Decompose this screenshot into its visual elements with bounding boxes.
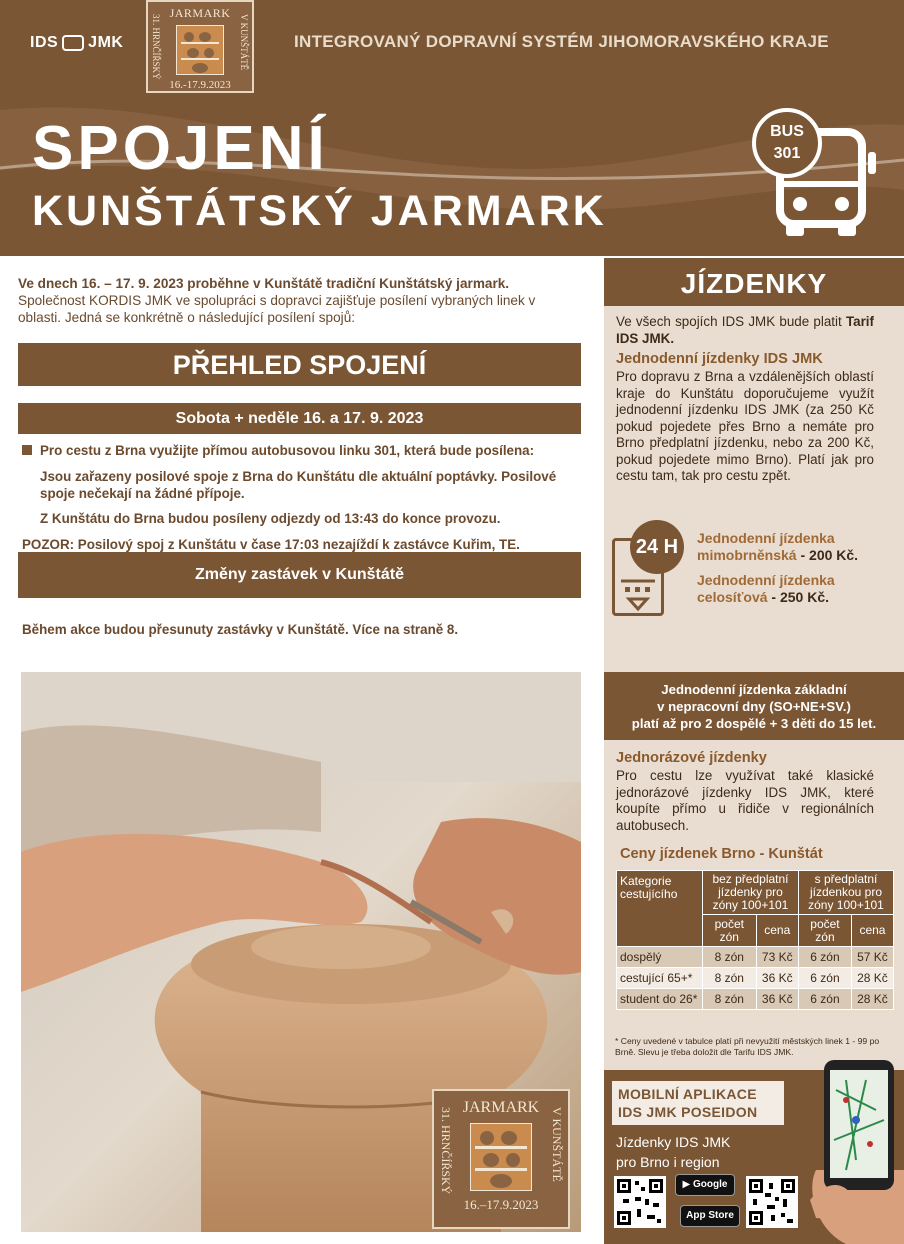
offer-celositova bbox=[697, 572, 897, 606]
table-sub-zones-2: počet zón bbox=[798, 915, 851, 947]
table-cell-zones: 6 zón bbox=[798, 968, 851, 989]
table-cell-price: 28 Kč bbox=[851, 989, 893, 1010]
page-title-line2: KUNŠTÁTSKÝ JARMARK bbox=[32, 187, 607, 235]
offer2-name-b: celosíťová bbox=[697, 589, 768, 605]
intro-bold: Ve dnech 16. – 17. 9. 2023 proběhne v Kunštátě tradiční Kunštátský jarmark. bbox=[18, 276, 510, 291]
price-table bbox=[616, 870, 894, 1010]
day-ticket-text: Pro dopravu z Brna a vzdálenějších oblastí kraje do Kunštátu doporučujeme využít jednodenní jízdenku IDS JMK (za 250 Kč pokud pojedete přes Brno a nemáte pro Brno předplatní jízdenku, nebo za 200 Kč, pokud pojedete mimo Brno). Platí jak pro cestu tam, tak pro cestu zpět. bbox=[616, 369, 874, 483]
table-cell-category: cestující 65+* bbox=[617, 968, 703, 989]
intro-text bbox=[18, 275, 578, 326]
bus-label: BUS bbox=[770, 123, 804, 140]
day-ticket-heading: Jednodenní jízdenky IDS JMK bbox=[616, 351, 823, 367]
table-row bbox=[617, 947, 894, 968]
app-title bbox=[612, 1081, 784, 1125]
table-sub-zones-1: počet zón bbox=[703, 915, 757, 947]
price-table-heading: Ceny jízdenek Brno - Kunštát bbox=[620, 846, 823, 862]
table-header-with: s předplatní jízdenkou pro zóny 100+101 bbox=[798, 871, 893, 915]
table-cell-price: 36 Kč bbox=[756, 968, 798, 989]
jarmark-large-right-text: V KUNŠTÁTĚ bbox=[550, 1107, 564, 1182]
table-header-category: Kategorie cestujícího bbox=[617, 871, 703, 947]
ticket-24h-icon bbox=[612, 520, 684, 616]
warning-text: POZOR: Posilový spoj z Kunštátu v čase 17:03 nezajíždí k zastávce Kuřim, TE. bbox=[22, 537, 520, 552]
google-play-label: Google bbox=[693, 1179, 728, 1190]
offer2-name-a: Jednodenní jízdenka bbox=[697, 572, 835, 588]
app-subtitle-line1: Jízdenky IDS JMK bbox=[616, 1134, 731, 1150]
qr-code-android[interactable] bbox=[614, 1176, 666, 1228]
bus-mini-icon bbox=[62, 35, 84, 51]
qr-code-ios[interactable] bbox=[746, 1176, 798, 1228]
tarif-text-bold: Tarif IDS JMK. bbox=[616, 314, 874, 346]
tickets-heading: JÍZDENKY bbox=[604, 258, 904, 306]
table-row bbox=[617, 989, 894, 1010]
table-cell-zones: 8 zón bbox=[703, 989, 757, 1010]
jarmark-logo-dates: 16.-17.9.2023 bbox=[169, 79, 231, 91]
ids-full-title: INTEGROVANÝ DOPRAVNÍ SYSTÉM JIHOMORAVSKÉHO KRAJE bbox=[294, 32, 829, 51]
basic-bar-line2: v nepracovní dny (SO+NE+SV.) bbox=[657, 699, 851, 714]
bullet-square-icon bbox=[22, 445, 32, 455]
ids-jmk-logo bbox=[30, 34, 123, 52]
jarmark-large-left-text: 31. HRNČÍŘSKÝ bbox=[439, 1107, 453, 1195]
table-row bbox=[617, 968, 894, 989]
stop-changes-text: Během akce budou přesunuty zastávky v Kunštátě. Více na straně 8. bbox=[22, 622, 459, 637]
basic-bar-line3: platí až pro 2 dospělé + 3 děti do 15 let. bbox=[631, 716, 877, 731]
table-cell-category: dospělý bbox=[617, 947, 703, 968]
bus-line-badge bbox=[752, 108, 822, 178]
price-footnote: * Ceny uvedené v tabulce platí při nevyužití městských linek 1 - 99 po Brně. Slevu je třeba doložit dle Tarifu IDS JMK. bbox=[615, 1036, 880, 1057]
ticket-24h-label: 24 H bbox=[630, 520, 684, 574]
jarmark-large-dates: 16.–17.9.2023 bbox=[463, 1197, 539, 1212]
app-store-badge[interactable] bbox=[680, 1205, 740, 1227]
table-cell-price: 36 Kč bbox=[756, 989, 798, 1010]
app-title-line2: IDS JMK POSEIDON bbox=[618, 1104, 758, 1120]
offer-mimobrnenska bbox=[697, 530, 897, 564]
table-sub-price-2: cena bbox=[851, 915, 893, 947]
google-play-badge[interactable] bbox=[675, 1174, 735, 1196]
table-cell-price: 73 Kč bbox=[756, 947, 798, 968]
intro-rest: Společnost KORDIS JMK ve spolupráci s dopravci zajišťuje posílení vybraných linek v oblasti. Jedná se konkrétně o následující posílení spojů: bbox=[18, 293, 536, 325]
table-cell-category: student do 26* bbox=[617, 989, 703, 1010]
jmk-logo-text: JMK bbox=[88, 34, 124, 51]
table-cell-price: 28 Kč bbox=[851, 968, 893, 989]
table-cell-price: 57 Kč bbox=[851, 947, 893, 968]
bullet-text: Pro cestu z Brna využijte přímou autobusovou linku 301, která bude posílena: bbox=[40, 443, 535, 458]
google-play-icon: ▶ bbox=[682, 1179, 691, 1190]
offer2-price: - 250 Kč. bbox=[767, 589, 830, 605]
phone-app-map-icon bbox=[806, 1050, 904, 1244]
date-bar: Sobota + neděle 16. a 17. 9. 2023 bbox=[18, 403, 581, 434]
table-cell-zones: 8 zón bbox=[703, 947, 757, 968]
jarmark-logo-small bbox=[146, 0, 254, 93]
overview-heading: PŘEHLED SPOJENÍ bbox=[18, 343, 581, 386]
jarmark-logo-left-text: 31. HRNČÍŘSKÝ bbox=[151, 14, 161, 80]
app-store-label: App Store bbox=[686, 1210, 734, 1221]
jarmark-logo-title: JARMARK bbox=[169, 6, 231, 20]
table-cell-zones: 6 zón bbox=[798, 947, 851, 968]
app-subtitle bbox=[616, 1132, 730, 1172]
reinforcement-to-brno: Z Kunštátu do Brna budou posíleny odjezdy od 13:43 do konce provozu. bbox=[40, 511, 501, 526]
table-sub-price-1: cena bbox=[756, 915, 798, 947]
reinforcement-to-kunstat: Jsou zařazeny posilové spoje z Brna do Kunštátu dle aktuální poptávky. Posilové spoje nečekají na žádné přípoje. bbox=[40, 469, 557, 501]
pottery-shelf-icon bbox=[176, 25, 224, 75]
bullet-line-301 bbox=[22, 442, 582, 459]
single-ticket-text: Pro cestu lze využívat také klasické jednorázové jízdenky IDS JMK, které koupíte přímo u řidiče v regionálních autobusech. bbox=[616, 768, 874, 833]
tarif-text bbox=[616, 314, 874, 347]
tarif-text-regular: Ve všech spojích IDS JMK bude platit bbox=[616, 314, 842, 329]
app-subtitle-line2: pro Brno i region bbox=[616, 1154, 720, 1170]
basic-bar-line1: Jednodenní jízdenka základní bbox=[661, 682, 847, 697]
single-ticket-heading: Jednorázové jízdenky bbox=[616, 750, 767, 766]
jarmark-logo-right-text: V KUNŠTÁTĚ bbox=[239, 14, 249, 71]
page-title-line1: SPOJENÍ bbox=[32, 114, 329, 183]
basic-day-ticket-bar bbox=[604, 672, 904, 740]
table-cell-zones: 8 zón bbox=[703, 968, 757, 989]
offer1-price: - 200 Kč. bbox=[796, 547, 859, 563]
offer1-name-a: Jednodenní jízdenka bbox=[697, 530, 835, 546]
app-title-line1: MOBILNÍ APLIKACE bbox=[618, 1086, 757, 1102]
offer1-name-b: mimobrněnská bbox=[697, 547, 797, 563]
table-header-without: bez předplatní jízdenky pro zóny 100+101 bbox=[703, 871, 799, 915]
stop-changes-bar: Změny zastávek v Kunštátě bbox=[18, 552, 581, 598]
bus-line-number: 301 bbox=[773, 145, 801, 162]
jarmark-logo-large bbox=[432, 1089, 570, 1229]
ids-logo-text: IDS bbox=[30, 34, 59, 51]
pottery-shelf-large-icon bbox=[470, 1123, 532, 1191]
table-cell-zones: 6 zón bbox=[798, 989, 851, 1010]
jarmark-large-title: JARMARK bbox=[462, 1099, 540, 1116]
